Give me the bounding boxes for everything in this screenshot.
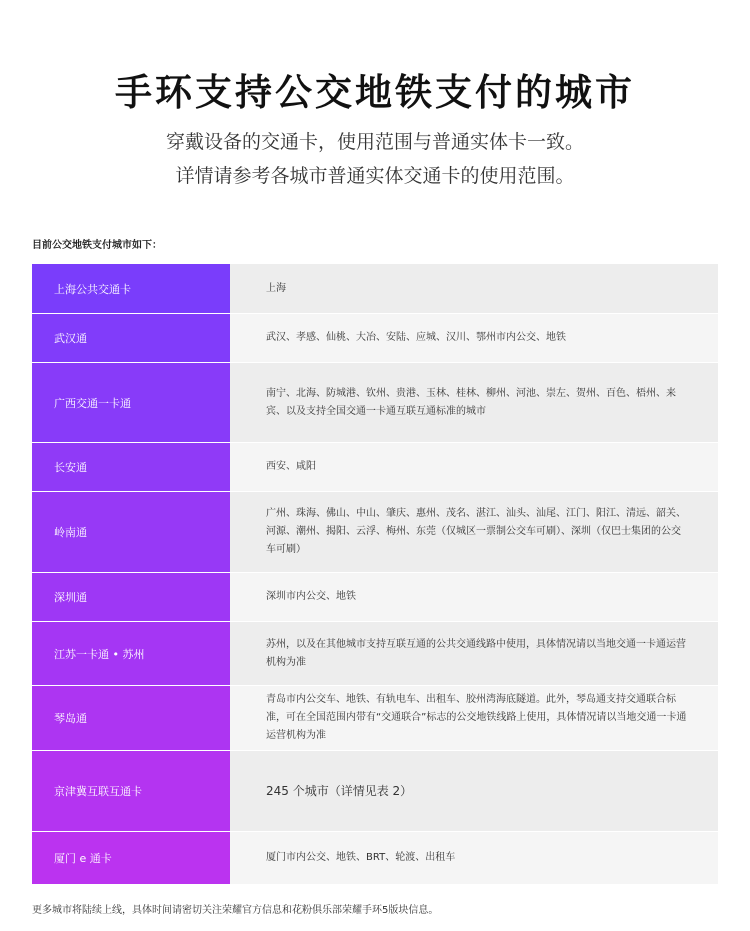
- card-name: 广西交通一卡通: [32, 363, 230, 442]
- card-name: 上海公共交通卡: [32, 264, 230, 313]
- card-cities: 西安、咸阳: [230, 443, 718, 491]
- card-cities: 245 个城市（详情见表 2）: [230, 751, 718, 831]
- card-cities: 青岛市内公交车、地铁、有轨电车、出租车、胶州湾海底隧道。此外，琴岛通支持交通联合标准，可在全国范围内带有“交通联合”标志的公交地铁线路上使用，具体情况请以当地交通一卡通运营机构为准: [230, 686, 718, 750]
- card-name: 岭南通: [32, 492, 230, 572]
- card-name: 京津冀互联互通卡: [32, 751, 230, 831]
- card-cities: 南宁、北海、防城港、钦州、贵港、玉林、桂林、柳州、河池、崇左、贺州、百色、梧州、来宾、以及支持全国交通一卡通互联互通标准的城市: [230, 363, 718, 442]
- intro-text: 目前公交地铁支付城市如下：: [32, 240, 162, 251]
- table-row: [32, 751, 718, 832]
- table-row: [32, 443, 718, 492]
- table-row: [32, 363, 718, 443]
- card-cities: 深圳市内公交、地铁: [230, 573, 718, 621]
- card-cities: 武汉、孝感、仙桃、大冶、安陆、应城、汉川、鄂州市内公交、地铁: [230, 314, 718, 362]
- subtitle-line-2: 详情请参考各城市普通实体交通卡的使用范围。: [175, 165, 575, 187]
- table-row: [32, 492, 718, 573]
- card-name: 江苏一卡通 • 苏州: [32, 622, 230, 685]
- table-row: [32, 573, 718, 622]
- table-row: [32, 686, 718, 751]
- card-cities: 上海: [230, 264, 718, 313]
- card-name: 武汉通: [32, 314, 230, 362]
- subtitle-line-1: 穿戴设备的交通卡，使用范围与普通实体卡一致。: [165, 131, 584, 153]
- card-name: 琴岛通: [32, 686, 230, 750]
- card-cities: 苏州，以及在其他城市支持互联互通的公共交通线路中使用，具体情况请以当地交通一卡通运营机构为准: [230, 622, 718, 685]
- table-row: [32, 314, 718, 363]
- card-cities: 广州、珠海、佛山、中山、肇庆、惠州、茂名、湛江、汕头、汕尾、江门、阳江、清远、韶关、河源、潮州、揭阳、云浮、梅州、东莞（仅城区一票制公交车可刷）、深圳（仅巴士集团的公交车可刷）: [230, 492, 718, 572]
- table-row: [32, 622, 718, 686]
- table-row: [32, 832, 718, 884]
- city-table: [32, 264, 718, 884]
- card-name: 长安通: [32, 443, 230, 491]
- footer-note: 更多城市将陆续上线，具体时间请密切关注荣耀官方信息和花粉俱乐部荣耀手环5版块信息。: [32, 905, 439, 916]
- table-row: [32, 264, 718, 314]
- card-name: 厦门 e 通卡: [32, 832, 230, 884]
- page-title: 手环支持公交地铁支付的城市: [115, 71, 635, 114]
- card-cities: 厦门市内公交、地铁、BRT、轮渡、出租车: [230, 832, 718, 884]
- card-name: 深圳通: [32, 573, 230, 621]
